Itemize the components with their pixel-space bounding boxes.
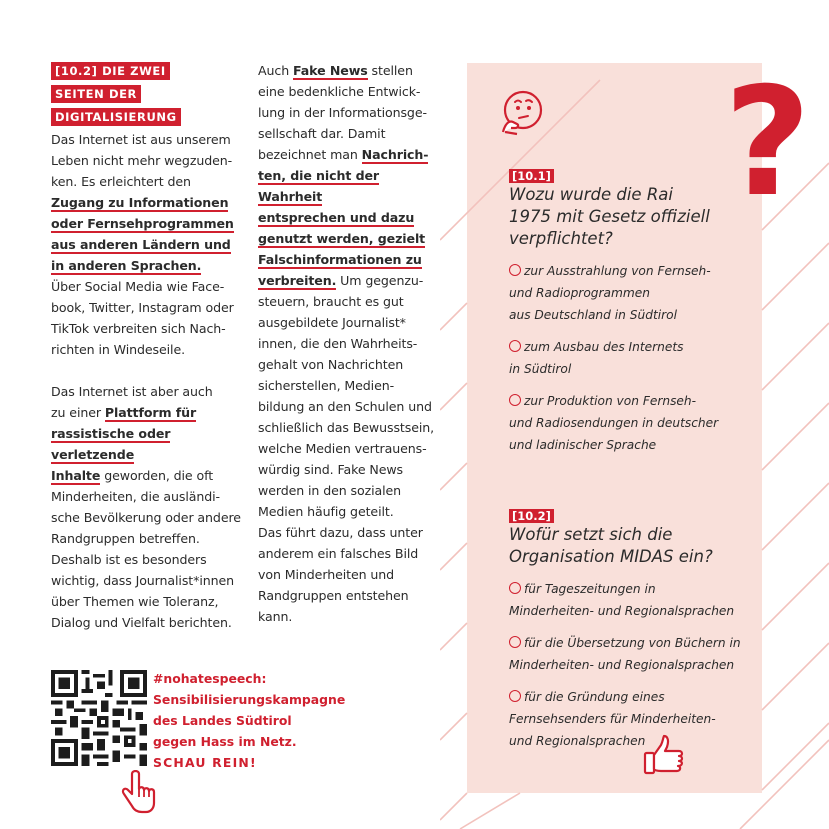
highlight-text: aus anderen Ländern und [51, 237, 231, 252]
body-line: lung in der Informationsge- [258, 105, 427, 120]
section-heading-line-2: SEITEN DER [51, 85, 141, 103]
answer-option[interactable]: zur Produktion von Fernseh- und Radiosendungen in deutscher und ladinischer Sprache [509, 394, 719, 452]
left-article-column [51, 60, 247, 633]
body-line: eine bedenkliche Entwick- [258, 84, 421, 99]
qr-code[interactable] [51, 670, 147, 766]
body-line: sellschaft dar. Damit [258, 126, 386, 141]
highlight-text: entsprechen und dazu [258, 210, 415, 225]
radio-circle-icon[interactable] [509, 690, 521, 702]
campaign-line: gegen Hass im Netz. [153, 734, 297, 749]
body-text: Um gegenzu- [336, 273, 424, 288]
section-heading-line-1: [10.2] DIE ZWEI [51, 62, 170, 80]
section-heading-line-3: DIGITALISIERUNG [51, 108, 181, 126]
highlight-text: Falschinformationen zu [258, 252, 422, 267]
highlight-text: Inhalte [51, 468, 101, 483]
quiz-question-10-2 [509, 505, 744, 752]
body-line: Das führt dazu, dass unter [258, 525, 423, 540]
highlight-text: Fake News [293, 63, 368, 78]
body-line: Minderheiten, die ausländi- [51, 489, 220, 504]
body-line: Dialog und Vielfalt berichten. [51, 615, 232, 630]
answer-option[interactable]: für die Gründung eines Fernsehsenders für Minderheiten- und Regionalsprachen [509, 690, 716, 748]
body-line: TikTok verbreiten sich Nach- [51, 321, 226, 336]
body-text: Auch [258, 63, 294, 78]
body-line: schließlich das Bewusstsein, [258, 420, 435, 435]
body-line: sche Bevölkerung oder andere [51, 510, 241, 525]
question-tag: [10.1] [509, 169, 554, 183]
question-tag: [10.2] [509, 509, 554, 523]
question-text: Wofür setzt sich die Organisation MIDAS ein? [509, 525, 713, 566]
radio-circle-icon[interactable] [509, 394, 521, 406]
body-line: gehalt von Nachrichten [258, 357, 404, 372]
radio-circle-icon[interactable] [509, 636, 521, 648]
body-line: innen, die den Wahrheits- [258, 336, 418, 351]
body-line: steuern, braucht es gut [258, 294, 404, 309]
body-line: Das Internet ist aus unserem [51, 132, 231, 147]
highlight-text: ten, die nicht der Wahrheit [258, 168, 380, 204]
answer-option[interactable]: zum Ausbau des Internets in Südtirol [509, 340, 684, 376]
radio-circle-icon[interactable] [509, 340, 521, 352]
thinking-face-icon [497, 88, 547, 138]
highlight-text: Nachrich- [361, 147, 429, 162]
body-line: anderem ein falsches Bild [258, 546, 419, 561]
highlight-text: genutzt werden, gezielt [258, 231, 426, 246]
highlight-text: verbreiten. [258, 273, 337, 288]
campaign-text [153, 668, 353, 773]
body-line: von Minderheiten und [258, 567, 395, 582]
body-line: über Themen wie Toleranz, [51, 594, 219, 609]
body-line: würdig sind. Fake News [258, 462, 404, 477]
body-line: richten in Windeseile. [51, 342, 185, 357]
highlight-text: oder Fernsehprogrammen [51, 216, 234, 231]
answer-option[interactable]: für Tageszeitungen in Minderheiten- und Regionalsprachen [509, 582, 735, 618]
body-line: Über Social Media wie Face- [51, 279, 225, 294]
campaign-line: des Landes Südtirol [153, 713, 292, 728]
body-line: Deshalb ist es besonders [51, 552, 207, 567]
quiz-question-10-1 [509, 165, 744, 456]
highlight-text: rassistische oder verletzende [51, 426, 171, 462]
body-line: ken. Es erleichtert den [51, 174, 191, 189]
body-line: sicherstellen, Medien- [258, 378, 395, 393]
answer-option[interactable]: für die Übersetzung von Büchern in Minderheiten- und Regionalsprachen [509, 636, 741, 672]
body-line: Leben nicht mehr wegzuden- [51, 153, 233, 168]
radio-circle-icon[interactable] [509, 582, 521, 594]
question-text: Wozu wurde die Rai 1975 mit Gesetz offiziell verpflichtet? [509, 185, 710, 248]
body-line: bildung an den Schulen und [258, 399, 432, 414]
body-text: geworden, die oft [100, 468, 214, 483]
body-line: Das Internet ist aber auch [51, 384, 213, 399]
highlight-text: Zugang zu Informationen [51, 195, 229, 210]
body-line: ausgebildete Journalist* [258, 315, 406, 330]
body-line: book, Twitter, Instagram oder [51, 300, 234, 315]
highlight-text: Plattform für [104, 405, 197, 420]
thumbs-up-icon [641, 733, 687, 779]
body-line: Medien häufig geteilt. [258, 504, 394, 519]
highlight-text: in anderen Sprachen. [51, 258, 202, 273]
schau-rein-link[interactable]: SCHAU REIN! [153, 755, 257, 770]
middle-article-column [258, 60, 438, 627]
question-mark-graphic: ? [724, 56, 812, 230]
campaign-line: Sensibilisierungskampagne [153, 692, 346, 707]
body-line: wichtig, dass Journalist*innen [51, 573, 235, 588]
body-line: werden in den sozialen [258, 483, 402, 498]
pointing-hand-icon [118, 770, 158, 816]
body-text: stellen [367, 63, 413, 78]
radio-circle-icon[interactable] [509, 264, 521, 276]
body-text: zu einer [51, 405, 105, 420]
body-line: Randgruppen betreffen. [51, 531, 200, 546]
body-line: welche Medien vertrauens- [258, 441, 427, 456]
body-text: bezeichnet man [258, 147, 362, 162]
body-line: kann. [258, 609, 293, 624]
answer-option[interactable]: zur Ausstrahlung von Fernseh- und Radioprogrammen aus Deutschland in Südtirol [509, 264, 711, 322]
campaign-line: #nohatespeech: [153, 671, 267, 686]
body-line: Randgruppen entstehen [258, 588, 409, 603]
